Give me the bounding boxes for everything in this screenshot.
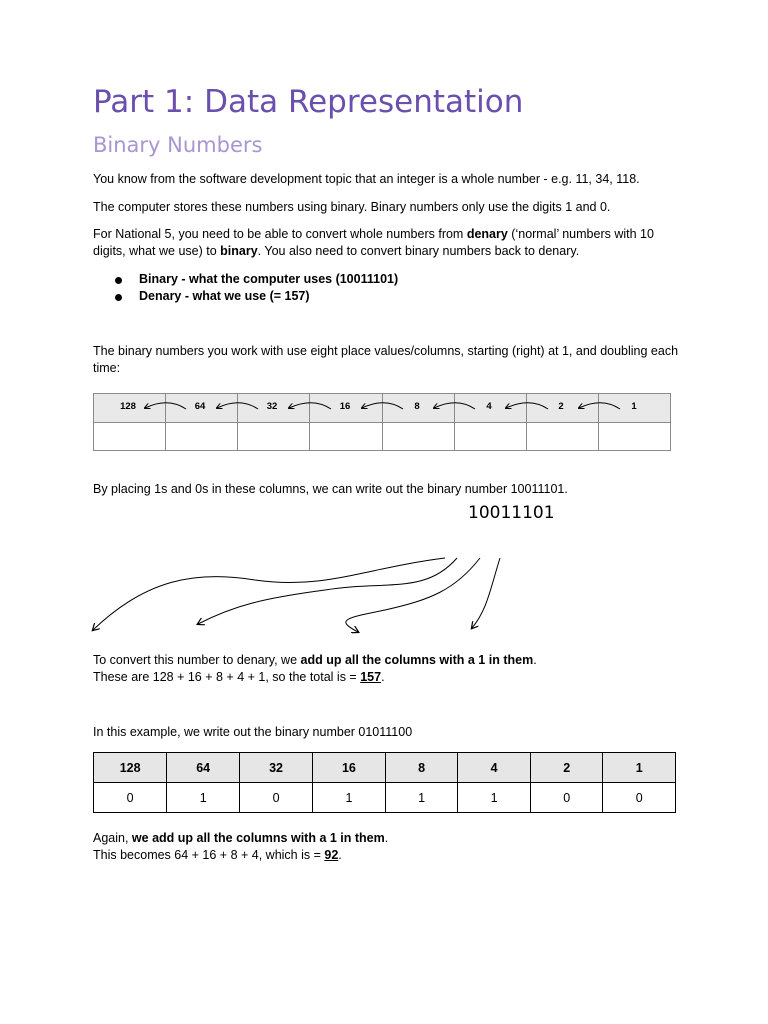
header-cell: 4 — [458, 753, 531, 783]
value-cell: 0 — [240, 783, 313, 813]
binary-number-display: 10011101 — [468, 503, 555, 523]
example-value-row — [94, 783, 676, 813]
paragraph-again-add — [93, 830, 683, 864]
empty-cell — [94, 423, 166, 451]
paragraph-national5 — [93, 226, 683, 260]
paragraph-example-binary: In this example, we write out the binary number 01011100 — [93, 725, 413, 739]
binary-to-column-arrows — [85, 550, 515, 640]
empty-cell — [454, 423, 526, 451]
value-cell: 0 — [603, 783, 676, 813]
para6-text-f: . — [381, 670, 385, 684]
para3-text-c: (‘normal’ numbers with 10 digits, what we use) to — [93, 227, 654, 258]
curve-arrow-4 — [472, 558, 500, 628]
empty-cell — [310, 423, 382, 451]
place-value-empty-row — [94, 423, 671, 451]
curve-arrow-128 — [93, 558, 445, 630]
para8-text-c: . — [384, 831, 389, 845]
empty-cell — [382, 423, 454, 451]
header-cell: 16 — [313, 753, 386, 783]
para6-emphasis: add up all the columns with a 1 in them — [300, 653, 534, 667]
place-label-32: 32 — [266, 401, 278, 412]
bullet-text: Denary - what we use (= 157) — [139, 289, 310, 303]
example-header-row — [94, 753, 676, 783]
para8-text-a: Again, — [93, 831, 132, 845]
paragraph-placing-bits: By placing 1s and 0s in these columns, we can write out the binary number 10011101. — [93, 482, 568, 496]
total-157: 157 — [360, 670, 382, 684]
para3-denary: denary — [466, 227, 508, 241]
bullet-dot — [115, 277, 122, 284]
header-cell: 1 — [603, 753, 676, 783]
header-cell: 128 — [94, 753, 167, 783]
para8-text-d: This becomes 64 + 16 + 8 + 4, which is = — [93, 848, 325, 862]
para6-text-c: . — [533, 653, 537, 667]
paragraph-binary-digits: The computer stores these numbers using binary. Binary numbers only use the digits 1 and 0. — [93, 200, 611, 214]
bullet-dot — [115, 294, 122, 301]
page-title: Part 1: Data Representation — [93, 84, 524, 120]
empty-cell — [238, 423, 310, 451]
empty-cell — [166, 423, 238, 451]
value-cell: 0 — [94, 783, 167, 813]
value-cell: 1 — [458, 783, 531, 813]
value-cell: 1 — [167, 783, 240, 813]
para8-emphasis: we add up all the columns with a 1 in them — [131, 831, 385, 845]
para3-text-e: . You also need to convert binary numbers back to denary. — [257, 244, 580, 258]
para3-binary: binary — [220, 244, 258, 258]
place-label-4: 4 — [486, 401, 492, 412]
curve-arrow-8 — [346, 558, 480, 632]
curve-arrow-16 — [198, 558, 457, 624]
total-92: 92 — [324, 848, 339, 862]
bullet-text: Binary - what the computer uses (10011101) — [139, 272, 399, 286]
paragraph-integer: You know from the software development topic that an integer is a whole number - e.g. 11, 34, 118. — [93, 172, 640, 186]
place-label-2: 2 — [558, 401, 564, 412]
value-cell: 1 — [385, 783, 458, 813]
header-cell: 2 — [530, 753, 603, 783]
place-label-128: 128 — [120, 401, 136, 412]
place-label-1: 1 — [631, 401, 637, 412]
header-cell: 64 — [167, 753, 240, 783]
empty-cell — [526, 423, 598, 451]
header-cell: 32 — [240, 753, 313, 783]
empty-cell — [598, 423, 670, 451]
para8-text-f: . — [338, 848, 342, 862]
section-subtitle: Binary Numbers — [93, 133, 263, 157]
place-label-8: 8 — [414, 401, 420, 412]
example-binary-table — [93, 752, 676, 813]
para3-text-a: For National 5, you need to be able to convert whole numbers from — [93, 227, 467, 241]
value-cell: 1 — [313, 783, 386, 813]
para6-text-a: To convert this number to denary, we — [93, 653, 301, 667]
value-cell: 0 — [530, 783, 603, 813]
paragraph-convert-denary — [93, 652, 683, 686]
para6-text-d: These are 128 + 16 + 8 + 4 + 1, so the total is = — [93, 670, 361, 684]
place-label-64: 64 — [194, 401, 206, 412]
header-cell: 8 — [385, 753, 458, 783]
paragraph-place-values: The binary numbers you work with use eight place values/columns, starting (right) at 1, and doubling each time: — [93, 344, 679, 375]
place-label-16: 16 — [339, 401, 351, 412]
